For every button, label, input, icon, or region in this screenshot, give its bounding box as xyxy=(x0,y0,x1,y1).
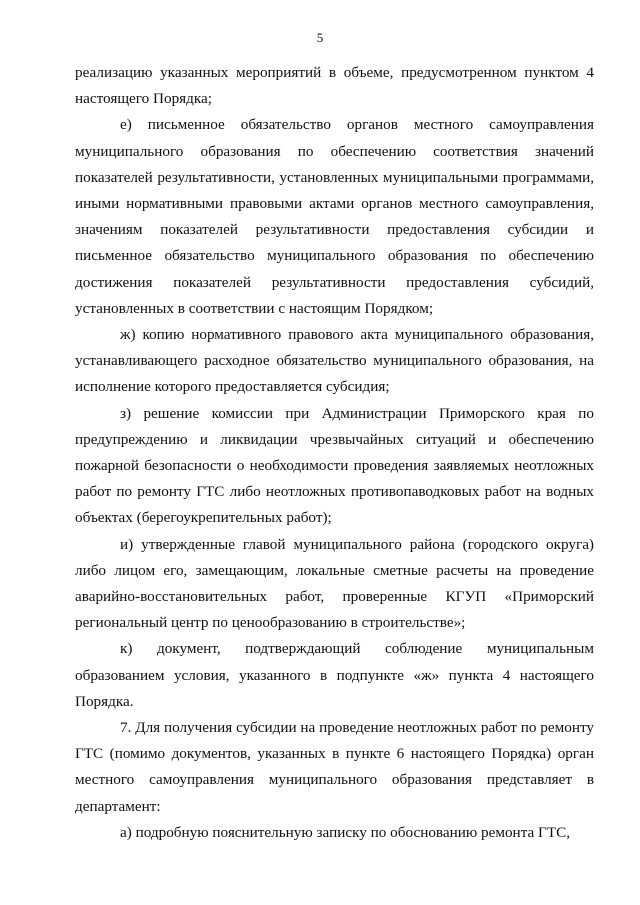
paragraph-item-i: и) утвержденные главой муниципального района (городского округа) либо лицом его, замещающим, локальные сметные расчеты на проведение аварийно-восстановительных работ, проверенные КГУП «Приморский региональный центр по ценообразованию в строительстве»; xyxy=(75,535,594,632)
paragraph-item-e: е) письменное обязательство органов местного самоуправления муниципального образования по обеспечению соответствия значений показателей результативности, установленных муниципальными программами, иными нормативными правовыми актами органов местного самоуправления, значениям показателей результативности предоставления субсидии и письменное обязательство муниципального образования по обеспечению достижения показателей результативности предоставления субсидий, установленных в соответствии с настоящим Порядком; xyxy=(75,116,594,317)
paragraph-item-z: з) решение комиссии при Администрации Приморского края по предупреждению и ликвидации чрезвычайных ситуаций и обеспечению пожарной безопасности о необходимости проведения заявляемых неотложных работ по ремонту ГТС либо неотложных противопаводковых работ на водных объектах (берегоукрепительных работ); xyxy=(75,404,594,527)
page-number: 5 xyxy=(316,30,324,45)
paragraph-item-zh: ж) копию нормативного правового акта муниципального образования, устанавливающего расходное обязательство муниципального образования, на исполнение которого предоставляется субсидия; xyxy=(75,326,594,396)
paragraph-continuation: реализацию указанных мероприятий в объеме, предусмотренном пунктом 4 настоящего Порядка; xyxy=(75,64,594,108)
document-body xyxy=(75,60,594,846)
paragraph-item-a: а) подробную пояснительную записку по обоснованию ремонта ГТС, xyxy=(120,823,571,841)
paragraph-section-7: 7. Для получения субсидии на проведение неотложных работ по ремонту ГТС (помимо документов, указанных в пункте 6 настоящего Порядка) орган местного самоуправления муниципального образования представляет в департамент: xyxy=(75,719,594,815)
paragraph-item-k: к) документ, подтверждающий соблюдение муниципальным образованием условия, указанного в подпункте «ж» пункта 4 настоящего Порядка. xyxy=(75,640,594,710)
